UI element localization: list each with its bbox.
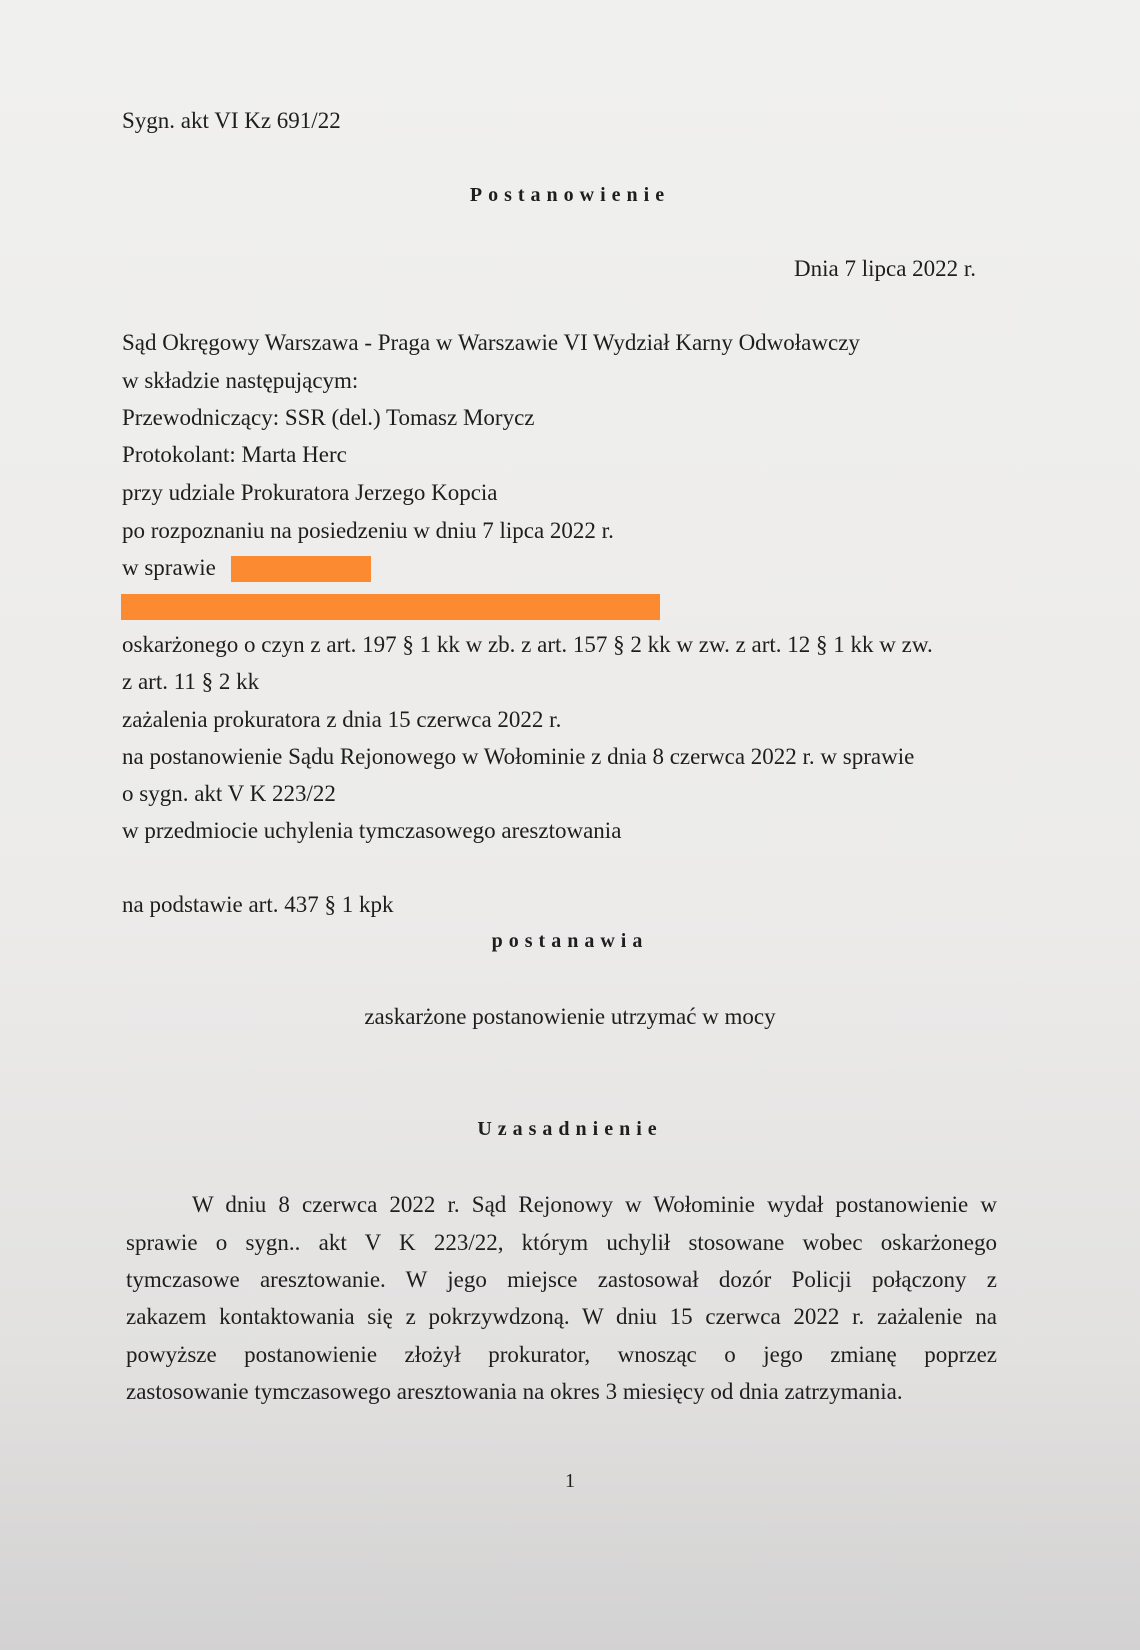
page-number: 1	[565, 1470, 575, 1492]
justification-line: powyższe postanowienie złożył prokurator, wnosząc o jego zmianę poprzez	[126, 1342, 997, 1367]
appeal-line: zażalenia prokuratora z dnia 15 czerwca 2022 r.	[122, 707, 562, 732]
decision-heading: postanawia	[491, 930, 649, 952]
justification-heading: Uzasadnienie	[477, 1118, 663, 1140]
appeal-subject-line: na postanowienie Sądu Rejonowego w Wołominie z dnia 8 czerwca 2022 r. w sprawie	[122, 744, 915, 769]
case-of-label: w sprawie	[122, 555, 216, 580]
justification-line: sprawie o sygn.. akt V K 223/22, którym uchylił stosowane wobec oskarżonego	[126, 1230, 997, 1255]
court-name: Sąd Okręgowy Warszawa - Praga w Warszawie VI Wydział Karny Odwoławczy	[122, 330, 860, 355]
court-clerk: Protokolant: Marta Herc	[122, 442, 347, 467]
charge-line: oskarżonego o czyn z art. 197 § 1 kk w zb. z art. 157 § 2 kk w zw. z art. 12 § 1 kk w zw.	[122, 632, 933, 657]
redaction-block	[231, 556, 371, 582]
case-number: Sygn. akt VI Kz 691/22	[122, 108, 341, 133]
justification-line: W dniu 8 czerwca 2022 r. Sąd Rejonowy w Wołominie wydał postanowienie w	[192, 1192, 997, 1217]
redaction-block	[121, 594, 660, 620]
decision-text: zaskarżone postanowienie utrzymać w mocy	[364, 1004, 776, 1029]
justification-line: zastosowanie tymczasowego aresztowania na okres 3 miesięcy od dnia zatrzymania.	[126, 1379, 903, 1404]
prosecutor: przy udziale Prokuratora Jerzego Kopcia	[122, 480, 498, 505]
charge-line: z art. 11 § 2 kk	[122, 669, 260, 694]
case-reference-line: o sygn. akt V K 223/22	[122, 781, 336, 806]
document-title: Postanowienie	[469, 184, 671, 206]
presiding-judge: Przewodniczący: SSR (del.) Tomasz Morycz	[122, 405, 535, 430]
panel-composition-label: w składzie następującym:	[122, 368, 359, 393]
hearing-date: po rozpoznaniu na posiedzeniu w dniu 7 lipca 2022 r.	[122, 518, 614, 543]
document-date: Dnia 7 lipca 2022 r.	[794, 256, 977, 281]
justification-line: tymczasowe aresztowanie. W jego miejsce zastosował dozór Policji połączony z	[126, 1267, 997, 1292]
matter-line: w przedmiocie uchylenia tymczasowego aresztowania	[122, 818, 622, 843]
justification-line: zakazem kontaktowania się z pokrzywdzoną. W dniu 15 czerwca 2022 r. zażalenie na	[126, 1304, 997, 1329]
legal-basis: na podstawie art. 437 § 1 kpk	[122, 892, 394, 917]
